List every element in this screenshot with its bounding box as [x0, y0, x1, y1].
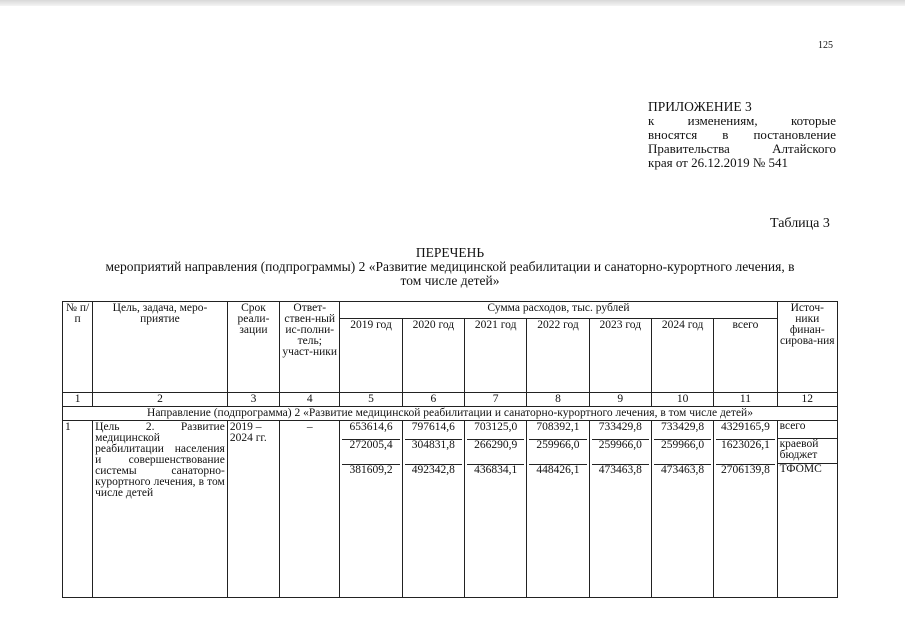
col-number: 1: [63, 393, 93, 407]
header-year: 2023 год: [589, 319, 651, 393]
total-cell: 2706139,8: [720, 464, 770, 476]
header-year: 2019 год: [340, 319, 402, 393]
source-cell: всего: [778, 421, 837, 439]
value-cell: 473463,8: [661, 464, 705, 476]
header-year: 2021 год: [465, 319, 527, 393]
value-cell: 259966,0: [529, 440, 586, 465]
col-number: 5: [340, 393, 402, 407]
value-cell: 381609,2: [349, 464, 393, 476]
col-number: 7: [465, 393, 527, 407]
value-cell: 259966,0: [654, 440, 711, 465]
year-column: [402, 421, 464, 598]
appendix-title: ПРИЛОЖЕНИЕ 3: [648, 99, 752, 114]
header-year: 2020 год: [402, 319, 464, 393]
header-goal: Цель, задача, меро-приятие: [93, 302, 228, 393]
col-number: 12: [777, 393, 837, 407]
col-number: 4: [280, 393, 340, 407]
header-year: 2022 год: [527, 319, 589, 393]
appendix-line: края от 26.12.2019 № 541: [648, 155, 788, 170]
total-cell: 1623026,1: [716, 440, 774, 465]
value-cell: 733429,8: [592, 422, 649, 440]
value-cell: 733429,8: [654, 422, 711, 440]
appendix-line: вносятся в постановление: [648, 127, 836, 142]
year-column: [340, 421, 402, 598]
col-number: 9: [589, 393, 651, 407]
section-title: Направление (подпрограмма) 2 «Развитие медицинской реабилитации и санаторно-курортного лечения, в том числе детей»: [63, 407, 838, 421]
source-column: [777, 421, 837, 598]
col-number: 6: [402, 393, 464, 407]
header-term: Срок реали-зации: [227, 302, 279, 393]
row-goal: Цель 2. Развитие медицинской реабилитации населения и совершенствование системы санаторно-курортного лечения, в том числе детей: [93, 421, 228, 598]
title-heading: ПЕРЕЧЕНЬ: [415, 245, 485, 260]
total-cell: 4329165,9: [716, 422, 774, 440]
col-number: 8: [527, 393, 589, 407]
year-column: [465, 421, 527, 598]
value-cell: 272005,4: [342, 440, 399, 465]
value-cell: 436834,1: [474, 464, 518, 476]
value-cell: 703125,0: [467, 422, 524, 440]
value-cell: 492342,8: [411, 464, 455, 476]
col-number: 2: [93, 393, 228, 407]
row-responsible: –: [280, 421, 340, 598]
title-line: мероприятий направления (подпрограммы) 2 «Развитие медицинской реабилитации и санаторно-курортного лечения, в: [105, 259, 795, 274]
value-cell: 797614,6: [405, 422, 462, 440]
page-number: 125: [818, 40, 833, 51]
title-line: том числе детей»: [400, 273, 500, 288]
table-label: Таблица 3: [770, 216, 830, 231]
value-cell: 473463,8: [598, 464, 642, 476]
header-year: 2024 год: [651, 319, 713, 393]
col-number: 10: [651, 393, 713, 407]
document-title: [60, 246, 840, 288]
year-column: [589, 421, 651, 598]
source-cell: ТФОМС: [779, 463, 822, 475]
value-cell: 708392,1: [529, 422, 586, 440]
scan-edge: [0, 0, 905, 6]
row-term: 2019 – 2024 гг.: [227, 421, 279, 598]
year-column: [651, 421, 713, 598]
appendix-block: [648, 100, 836, 170]
col-number: 11: [714, 393, 777, 407]
header-total: всего: [714, 319, 777, 393]
header-num: № п/п: [63, 302, 93, 393]
col-number: 3: [227, 393, 279, 407]
value-cell: 448426,1: [536, 464, 580, 476]
appendix-line: Правительства Алтайского: [648, 141, 836, 156]
year-column: [527, 421, 589, 598]
header-responsible: Ответ-ствен-ный ис-полни-тель; участ-ники: [280, 302, 340, 393]
row-num: 1: [63, 421, 93, 598]
header-sum: Сумма расходов, тыс. рублей: [340, 302, 777, 319]
value-cell: 259966,0: [592, 440, 649, 465]
value-cell: 304831,8: [405, 440, 462, 465]
value-cell: 266290,9: [467, 440, 524, 465]
total-column: [714, 421, 777, 598]
appendix-line: к изменениям, которые: [648, 113, 836, 128]
header-source: Источ-ники финан-сирова-ния: [777, 302, 837, 393]
source-cell: краевой бюджет: [778, 439, 837, 464]
measures-table: [62, 301, 838, 598]
value-cell: 653614,6: [342, 422, 399, 440]
